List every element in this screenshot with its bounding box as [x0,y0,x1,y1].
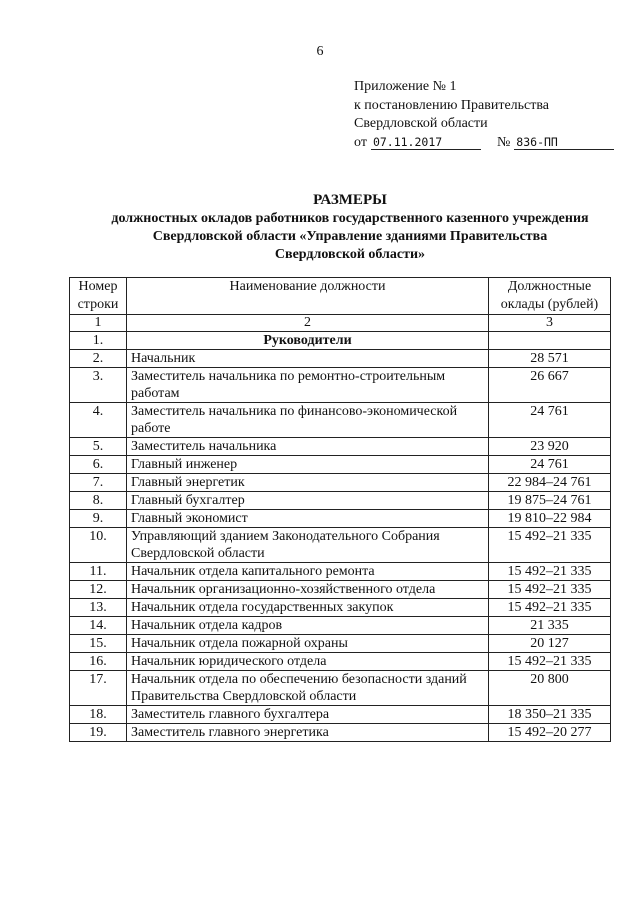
position-name: Начальник [127,350,489,368]
index-col-3: 3 [489,315,611,332]
position-name: Заместитель главного энергетика [127,724,489,742]
header-position-name: Наименование должности [127,278,489,315]
salary-value: 21 335 [489,617,611,635]
position-name: Главный энергетик [127,474,489,492]
title-line-3: Свердловской области» [274,247,426,262]
table-row [70,510,611,528]
row-number: 1. [70,332,127,350]
position-name: Заместитель главного бухгалтера [127,706,489,724]
table-row [70,438,611,456]
row-number: 16. [70,653,127,671]
salary-value: 20 800 [489,671,611,706]
salary-value: 15 492–21 335 [489,599,611,617]
index-col-1: 1 [70,315,127,332]
salary-value: 15 492–21 335 [489,528,611,563]
decree-date: 07.11.2017 [371,136,481,150]
table-row [70,599,611,617]
salary-value: 26 667 [489,368,611,403]
table-row [70,492,611,510]
salary-value: 15 492–21 335 [489,653,611,671]
salary-value: 15 492–21 335 [489,563,611,581]
row-number: 8. [70,492,127,510]
table-row [70,671,611,706]
salary-value: 18 350–21 335 [489,706,611,724]
row-number: 17. [70,671,127,706]
position-name: Начальник юридического отдела [127,653,489,671]
row-number: 6. [70,456,127,474]
table-row [70,581,611,599]
table-row [70,706,611,724]
row-number: 19. [70,724,127,742]
title-line-1: должностных окладов работников государственного казенного учреждения [111,211,589,226]
table-row [70,403,611,438]
salary-value: 19 875–24 761 [489,492,611,510]
row-number: 7. [70,474,127,492]
position-name: Управляющий зданием Законодательного Собрания Свердловской области [127,528,489,563]
position-name: Начальник отдела государственных закупок [127,599,489,617]
position-name: Начальник отдела кадров [127,617,489,635]
salary-value: 23 920 [489,438,611,456]
position-name: Заместитель начальника [127,438,489,456]
table-row [70,368,611,403]
appendix-block [354,78,614,152]
salary-value: 28 571 [489,350,611,368]
salary-value: 24 761 [489,403,611,438]
position-name: Начальник отдела пожарной охраны [127,635,489,653]
salary-value: 24 761 [489,456,611,474]
table-row [70,528,611,563]
salary-value: 22 984–24 761 [489,474,611,492]
salary-value: 19 810–22 984 [489,510,611,528]
table-row [70,617,611,635]
position-name: Начальник организационно-хозяйственного отдела [127,581,489,599]
salary-value: 15 492–20 277 [489,724,611,742]
row-number: 4. [70,403,127,438]
title-line-2: Свердловской области «Управление зданиями Правительства [152,229,548,244]
row-number: 15. [70,635,127,653]
salary-value: 15 492–21 335 [489,581,611,599]
table-row [70,332,611,350]
position-name: Главный бухгалтер [127,492,489,510]
salary-value [489,332,611,350]
table-header-row [70,278,611,315]
salary-table [69,277,611,742]
position-name: Заместитель начальника по ремонтно-строительным работам [127,368,489,403]
table-row [70,635,611,653]
row-number: 11. [70,563,127,581]
row-number: 2. [70,350,127,368]
position-name: Заместитель начальника по финансово-экономической работе [127,403,489,438]
row-number: 14. [70,617,127,635]
row-number: 3. [70,368,127,403]
header-row-number: Номер строки [70,278,127,315]
page-number: 6 [316,44,324,59]
row-number: 18. [70,706,127,724]
header-salary: Должностные оклады (рублей) [489,278,611,315]
document-title [60,190,640,264]
appendix-date-line [354,134,614,153]
decree-number: 836-ПП [514,136,614,150]
position-name: Начальник отдела капитального ремонта [127,563,489,581]
index-col-2: 2 [127,315,489,332]
row-number: 12. [70,581,127,599]
appendix-line-2: к постановлению Правительства [354,97,550,113]
row-number: 9. [70,510,127,528]
position-name: Начальник отдела по обеспечению безопасности зданий Правительства Свердловской области [127,671,489,706]
table-row [70,724,611,742]
row-number: 13. [70,599,127,617]
salary-value: 20 127 [489,635,611,653]
from-label: от [354,134,367,150]
title-heading: РАЗМЕРЫ [313,192,387,208]
appendix-line-1: Приложение № 1 [354,79,457,94]
table-row [70,653,611,671]
table-row [70,563,611,581]
table-row [70,350,611,368]
position-name: Главный экономист [127,510,489,528]
row-number: 5. [70,438,127,456]
appendix-line-3: Свердловской области [354,116,488,131]
table-row [70,456,611,474]
table-index-row [70,315,611,332]
table-row [70,474,611,492]
position-name: Руководители [127,332,489,350]
row-number: 10. [70,528,127,563]
position-name: Главный инженер [127,456,489,474]
number-label: № [496,134,511,150]
